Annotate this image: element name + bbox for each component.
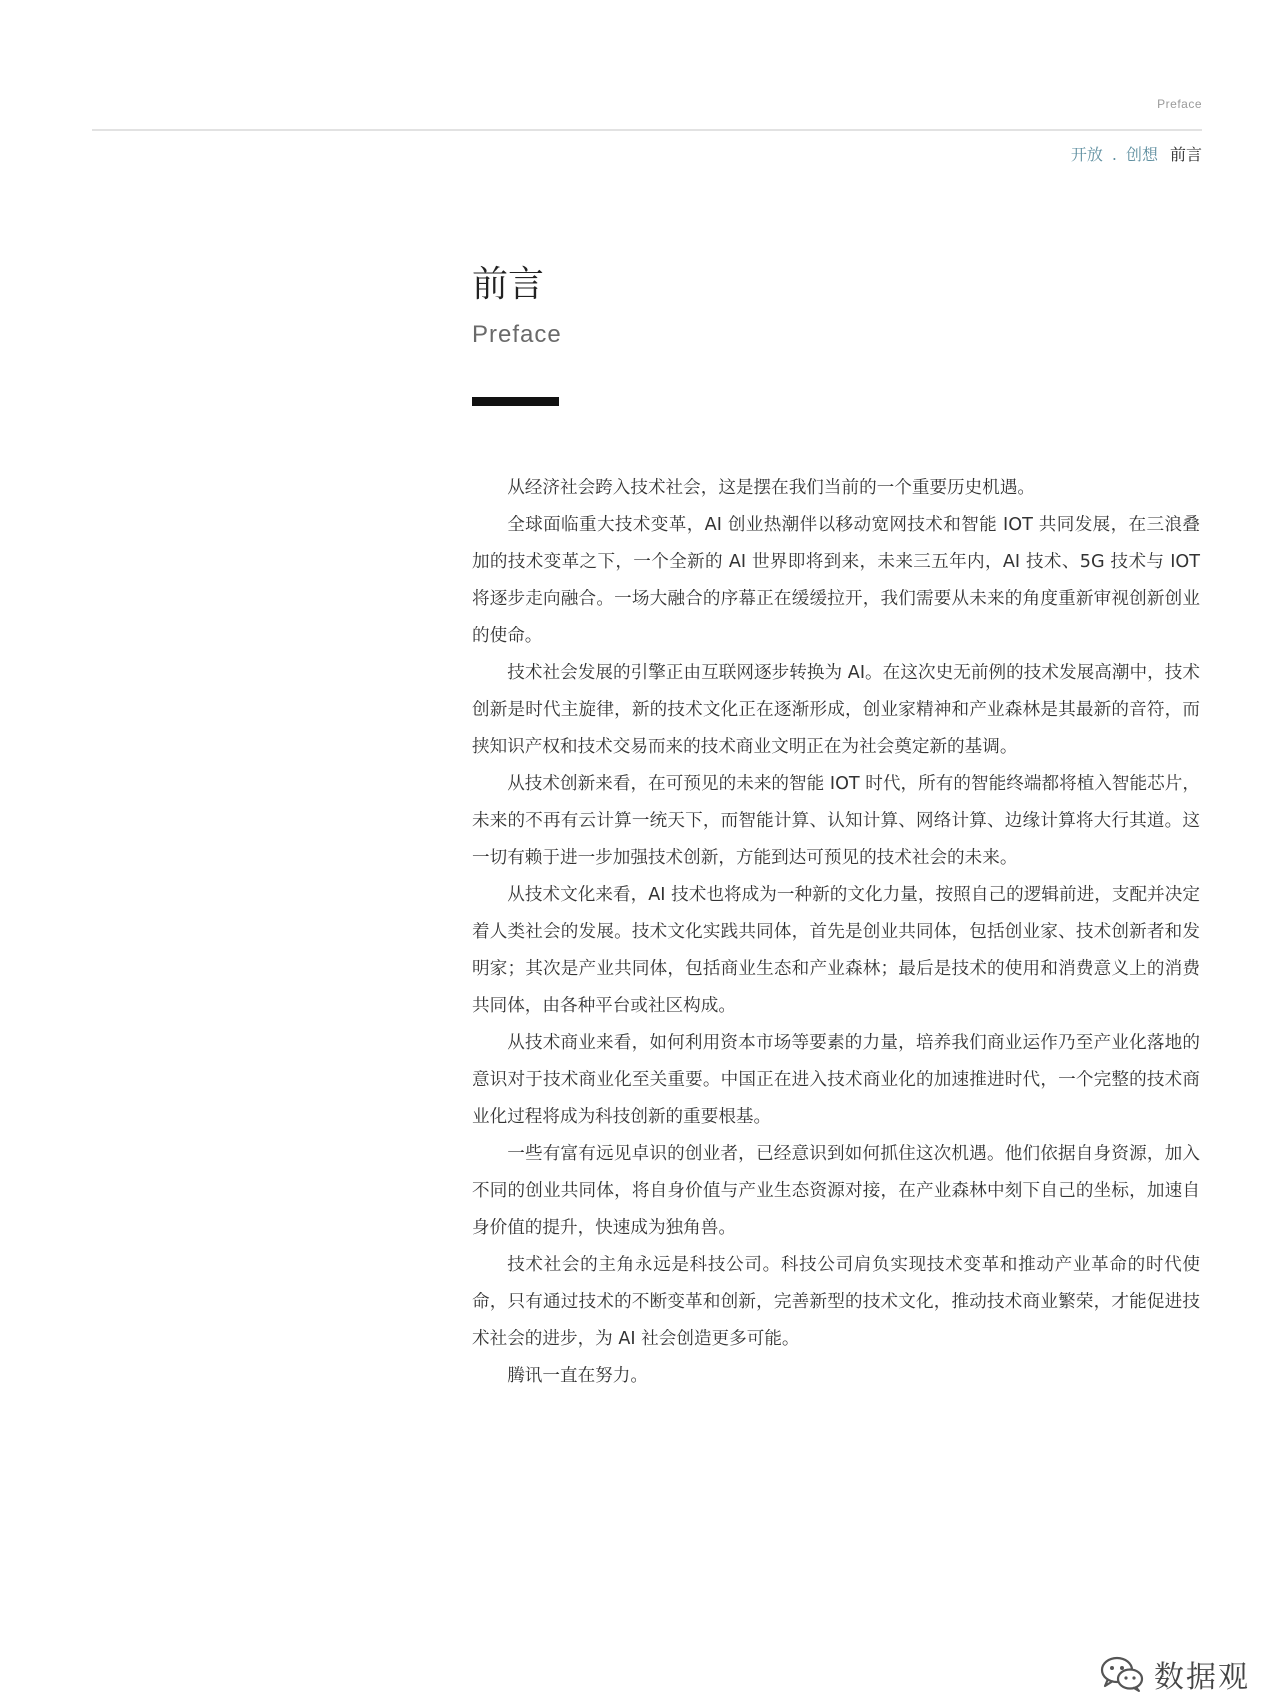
page-subtitle: Preface	[472, 321, 562, 348]
nav-crumb-open: 开放	[1070, 145, 1103, 164]
paragraph: 从技术商业来看，如何利用资本市场等要素的力量，培养我们商业运作乃至产业化落地的意识对于技术商业化至关重要。中国正在进入技术商业化的加速推进时代，一个完整的技术商业化过程将成为科技创新的重要根基。	[472, 1033, 1200, 1127]
watermark	[1100, 1652, 1250, 1696]
nav-current-section: 前言	[1169, 145, 1202, 164]
paragraph: 技术社会的主角永远是科技公司。科技公司肩负实现技术变革和推动产业革命的时代使命，只有通过技术的不断变革和创新，完善新型的技术文化，推动技术商业繁荣，才能促进技术社会的进步，为 AI 社会创造更多可能。	[472, 1255, 1200, 1349]
wechat-icon	[1100, 1656, 1144, 1692]
page-title: 前言	[472, 264, 545, 305]
running-head: Preface	[1157, 97, 1202, 111]
header-rule	[92, 129, 1202, 131]
paragraph: 一些有富有远见卓识的创业者，已经意识到如何抓住这次机遇。他们依据自身资源，加入不同的创业共同体，将自身价值与产业生态资源对接，在产业森林中刻下自己的坐标，加速自身价值的提升，快速成为独角兽。	[472, 1144, 1200, 1238]
paragraph: 全球面临重大技术变革，AI 创业热潮伴以移动宽网技术和智能 IOT 共同发展，在三浪叠加的技术变革之下，一个全新的 AI 世界即将到来，未来三五年内，AI 技术、5G 技术与 IOT 将逐步走向融合。一场大融合的序幕正在缓缓拉开，我们需要从未来的角度重新审视创新创业的使命。	[472, 515, 1200, 646]
nav-separator: .	[1111, 145, 1117, 164]
section-nav	[1071, 144, 1202, 166]
nav-crumb-create: 创想	[1125, 145, 1158, 164]
paragraph: 腾讯一直在努力。	[507, 1366, 648, 1386]
paragraph: 从经济社会跨入技术社会，这是摆在我们当前的一个重要历史机遇。	[507, 478, 1036, 498]
title-accent-bar	[472, 397, 559, 406]
paragraph: 从技术创新来看，在可预见的未来的智能 IOT 时代，所有的智能终端都将植入智能芯片，未来的不再有云计算一统天下，而智能计算、认知计算、网络计算、边缘计算将大行其道。这一切有赖于进一步加强技术创新，方能到达可预见的技术社会的未来。	[472, 774, 1200, 868]
body-text	[472, 470, 1200, 1395]
paragraph: 技术社会发展的引擎正由互联网逐步转换为 AI。在这次史无前例的技术发展高潮中，技术创新是时代主旋律，新的技术文化正在逐渐形成，创业家精神和产业森林是其最新的音符，而挟知识产权和技术交易而来的技术商业文明正在为社会奠定新的基调。	[472, 663, 1200, 757]
paragraph: 从技术文化来看，AI 技术也将成为一种新的文化力量，按照自己的逻辑前进，支配并决定着人类社会的发展。技术文化实践共同体，首先是创业共同体，包括创业家、技术创新者和发明家；其次是产业共同体，包括商业生态和产业森林；最后是技术的使用和消费意义上的消费共同体，由各种平台或社区构成。	[472, 885, 1200, 1016]
watermark-text: 数据观	[1154, 1660, 1250, 1695]
